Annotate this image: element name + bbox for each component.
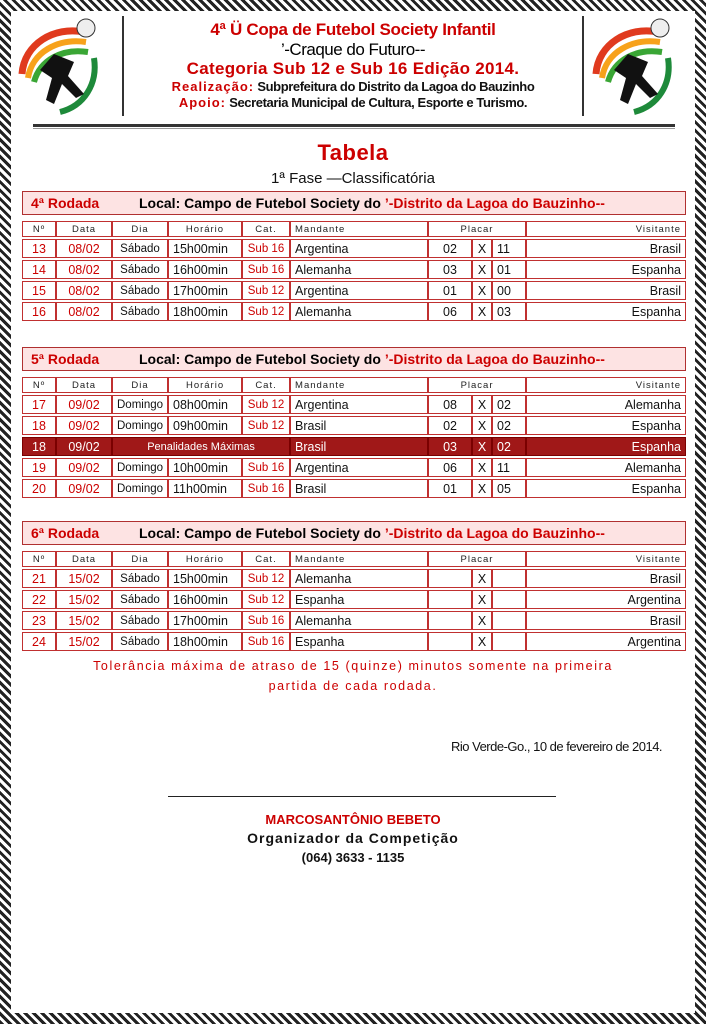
away-score: 00 (492, 281, 526, 300)
games-table (22, 549, 686, 653)
penalty-row (22, 437, 686, 456)
round-header (22, 521, 686, 545)
column-header: Dia (112, 377, 168, 393)
away-team: Espanha (526, 416, 686, 435)
header-rule (33, 124, 675, 127)
column-header: Data (56, 551, 112, 567)
away-score (492, 590, 526, 609)
game-date: 09/02 (56, 395, 112, 414)
column-header: Cat. (242, 377, 290, 393)
games-table (22, 219, 686, 323)
column-header: Placar (428, 551, 526, 567)
game-date: 15/02 (56, 590, 112, 609)
home-score: 06 (428, 302, 472, 321)
home-score: 02 (428, 416, 472, 435)
header-title: 4ª Ü Copa de Futebol Society Infantil (210, 20, 496, 39)
location-name: ’‑Distrito da Lagoa do Bauzinho‑‑ (384, 525, 605, 541)
column-header: Horário (168, 551, 242, 567)
game-time: 16h00min (168, 260, 242, 279)
game-date: 09/02 (56, 437, 112, 456)
game-category: Sub 16 (242, 611, 290, 630)
header-apoio (130, 95, 576, 111)
away-score: 02 (492, 416, 526, 435)
table-row (22, 611, 686, 630)
away-team: Argentina (526, 632, 686, 651)
away-score: 03 (492, 302, 526, 321)
score-separator: X (472, 260, 492, 279)
table-row (22, 281, 686, 300)
home-team: Alemanha (290, 569, 428, 588)
away-team: Espanha (526, 479, 686, 498)
away-score: 02 (492, 395, 526, 414)
game-time: 18h00min (168, 302, 242, 321)
table-row (22, 239, 686, 258)
location-prefix: Local: Campo de Futebol Society do (139, 351, 385, 367)
table-row (22, 260, 686, 279)
game-day: Sábado (112, 281, 168, 300)
game-day: Domingo (112, 395, 168, 414)
column-header: Mandante (290, 377, 428, 393)
table-header-row (22, 221, 686, 237)
round-header (22, 347, 686, 371)
column-header: Data (56, 221, 112, 237)
tolerance-note (0, 656, 706, 696)
column-header: Dia (112, 551, 168, 567)
game-day: Sábado (112, 302, 168, 321)
game-number: 19 (22, 458, 56, 477)
game-category: Sub 12 (242, 569, 290, 588)
game-number: 21 (22, 569, 56, 588)
game-day: Sábado (112, 632, 168, 651)
game-date: 08/02 (56, 239, 112, 258)
games-table (22, 375, 686, 500)
column-header: Nº (22, 221, 56, 237)
column-header: Dia (112, 221, 168, 237)
game-time: 16h00min (168, 590, 242, 609)
home-score (428, 569, 472, 588)
game-time: 18h00min (168, 632, 242, 651)
game-day: Sábado (112, 590, 168, 609)
home-score: 08 (428, 395, 472, 414)
game-note: Penalidades Máximas (112, 437, 290, 456)
away-score: 02 (492, 437, 526, 456)
header-slogan: ’‑Craque do Futuro‑‑ (280, 40, 425, 59)
home-score: 01 (428, 479, 472, 498)
round-location (139, 351, 605, 367)
table-header-row (22, 551, 686, 567)
location-name: ’‑Distrito da Lagoa do Bauzinho‑‑ (384, 351, 605, 367)
home-team: Espanha (290, 590, 428, 609)
header-category: Categoria Sub 12 e Sub 16 Edição 2014. (186, 59, 520, 78)
realizacao-text: Subprefeitura do Distrito da Lagoa do Bauzinho (257, 79, 535, 94)
table-row (22, 479, 686, 498)
round-name: 4ª Rodada (31, 195, 100, 211)
home-score: 02 (428, 239, 472, 258)
column-header: Nº (22, 377, 56, 393)
round-name: 6ª Rodada (31, 525, 100, 541)
home-team: Alemanha (290, 260, 428, 279)
game-time: 15h00min (168, 569, 242, 588)
note-line: partida de cada rodada. (268, 679, 438, 693)
game-number: 24 (22, 632, 56, 651)
round-name: 5ª Rodada (31, 351, 100, 367)
game-category: Sub 12 (242, 281, 290, 300)
column-header: Horário (168, 377, 242, 393)
score-separator: X (472, 239, 492, 258)
away-team: Argentina (526, 590, 686, 609)
away-team: Espanha (526, 260, 686, 279)
column-header: Visitante (526, 551, 686, 567)
away-team: Alemanha (526, 395, 686, 414)
column-header: Cat. (242, 221, 290, 237)
away-team: Brasil (526, 281, 686, 300)
signature-block (0, 810, 706, 867)
soccer-logo-left (14, 14, 114, 118)
column-header: Placar (428, 377, 526, 393)
score-separator: X (472, 437, 492, 456)
column-header: Visitante (526, 221, 686, 237)
organizer-role: Organizador da Competição (247, 830, 459, 846)
home-team: Brasil (290, 437, 428, 456)
away-team: Brasil (526, 611, 686, 630)
game-number: 15 (22, 281, 56, 300)
home-team: Brasil (290, 479, 428, 498)
away-score: 05 (492, 479, 526, 498)
game-date: 15/02 (56, 632, 112, 651)
table-row (22, 395, 686, 414)
game-day: Sábado (112, 611, 168, 630)
game-time: 17h00min (168, 281, 242, 300)
round-4 (22, 191, 686, 323)
round-6 (22, 521, 686, 653)
home-score: 03 (428, 437, 472, 456)
game-category: Sub 16 (242, 458, 290, 477)
away-team: Brasil (526, 569, 686, 588)
apoio-label: Apoio: (178, 95, 226, 110)
game-category: Sub 16 (242, 479, 290, 498)
away-score: 01 (492, 260, 526, 279)
organizer-name: MARCOSANTÔNIO BEBETO (265, 812, 441, 827)
note-line: Tolerância máxima de atraso de 15 (quinze) minutos somente na primeira (93, 659, 613, 673)
home-team: Argentina (290, 458, 428, 477)
score-separator: X (472, 395, 492, 414)
column-header: Mandante (290, 551, 428, 567)
organizer-phone: (064) 3633 - 1135 (301, 850, 405, 865)
location-prefix: Local: Campo de Futebol Society do (139, 525, 385, 541)
apoio-text: Secretaria Municipal de Cultura, Esporte e Turismo. (229, 95, 528, 110)
game-day: Sábado (112, 239, 168, 258)
home-team: Argentina (290, 281, 428, 300)
home-score (428, 632, 472, 651)
score-separator: X (472, 458, 492, 477)
score-separator: X (472, 590, 492, 609)
home-team: Espanha (290, 632, 428, 651)
home-score: 06 (428, 458, 472, 477)
column-header: Data (56, 377, 112, 393)
away-score (492, 611, 526, 630)
round-header (22, 191, 686, 215)
header-realizacao (130, 79, 576, 95)
game-date: 09/02 (56, 458, 112, 477)
table-row (22, 416, 686, 435)
score-separator: X (472, 281, 492, 300)
game-date: 08/02 (56, 260, 112, 279)
divider (582, 16, 584, 116)
location-name: ’‑Distrito da Lagoa do Bauzinho‑‑ (384, 195, 605, 211)
score-separator: X (472, 611, 492, 630)
game-time: 17h00min (168, 611, 242, 630)
game-category: Sub 16 (242, 260, 290, 279)
game-number: 14 (22, 260, 56, 279)
table-row (22, 302, 686, 321)
round-location (139, 525, 605, 541)
home-team: Alemanha (290, 302, 428, 321)
away-team: Espanha (526, 302, 686, 321)
column-header: Placar (428, 221, 526, 237)
home-team: Argentina (290, 395, 428, 414)
game-number: 17 (22, 395, 56, 414)
game-category: Sub 12 (242, 302, 290, 321)
header-rule-thin (33, 128, 675, 129)
game-date: 09/02 (56, 479, 112, 498)
column-header: Cat. (242, 551, 290, 567)
game-date: 09/02 (56, 416, 112, 435)
game-number: 22 (22, 590, 56, 609)
game-category: Sub 12 (242, 590, 290, 609)
game-number: 18 (22, 416, 56, 435)
table-row (22, 632, 686, 651)
table-row (22, 569, 686, 588)
away-score (492, 569, 526, 588)
realizacao-label: Realização: (171, 79, 255, 94)
game-date: 08/02 (56, 281, 112, 300)
column-header: Nº (22, 551, 56, 567)
away-score (492, 632, 526, 651)
game-category: Sub 16 (242, 239, 290, 258)
home-score (428, 590, 472, 609)
away-team: Alemanha (526, 458, 686, 477)
home-team: Alemanha (290, 611, 428, 630)
game-number: 23 (22, 611, 56, 630)
home-score: 01 (428, 281, 472, 300)
table-row (22, 458, 686, 477)
home-score: 03 (428, 260, 472, 279)
game-number: 18 (22, 437, 56, 456)
signature-line (168, 796, 556, 797)
game-time: 08h00min (168, 395, 242, 414)
home-team: Argentina (290, 239, 428, 258)
round-5 (22, 347, 686, 500)
page-title: Tabela (317, 140, 389, 165)
score-separator: X (472, 479, 492, 498)
score-separator: X (472, 632, 492, 651)
home-score (428, 611, 472, 630)
column-header: Mandante (290, 221, 428, 237)
away-team: Brasil (526, 239, 686, 258)
score-separator: X (472, 569, 492, 588)
column-header: Visitante (526, 377, 686, 393)
game-number: 16 (22, 302, 56, 321)
game-date: 15/02 (56, 611, 112, 630)
header (130, 20, 576, 111)
game-day: Sábado (112, 569, 168, 588)
away-score: 11 (492, 239, 526, 258)
page-subtitle: 1ª Fase —Classificatória (271, 170, 435, 187)
round-location (139, 195, 605, 211)
location-prefix: Local: Campo de Futebol Society do (139, 195, 385, 211)
column-header: Horário (168, 221, 242, 237)
game-time: 15h00min (168, 239, 242, 258)
score-separator: X (472, 302, 492, 321)
away-score: 11 (492, 458, 526, 477)
game-time: 09h00min (168, 416, 242, 435)
game-number: 13 (22, 239, 56, 258)
game-day: Domingo (112, 416, 168, 435)
game-day: Sábado (112, 260, 168, 279)
divider (122, 16, 124, 116)
game-day: Domingo (112, 458, 168, 477)
home-team: Brasil (290, 416, 428, 435)
game-date: 15/02 (56, 569, 112, 588)
away-team: Espanha (526, 437, 686, 456)
game-category: Sub 12 (242, 416, 290, 435)
game-day: Domingo (112, 479, 168, 498)
game-number: 20 (22, 479, 56, 498)
game-time: 10h00min (168, 458, 242, 477)
date-place: Rio Verde-Go., 10 de fevereiro de 2014. (451, 739, 663, 754)
game-category: Sub 16 (242, 632, 290, 651)
game-time: 11h00min (168, 479, 242, 498)
game-date: 08/02 (56, 302, 112, 321)
game-category: Sub 12 (242, 395, 290, 414)
soccer-logo-right (588, 14, 688, 118)
table-row (22, 590, 686, 609)
score-separator: X (472, 416, 492, 435)
table-header-row (22, 377, 686, 393)
